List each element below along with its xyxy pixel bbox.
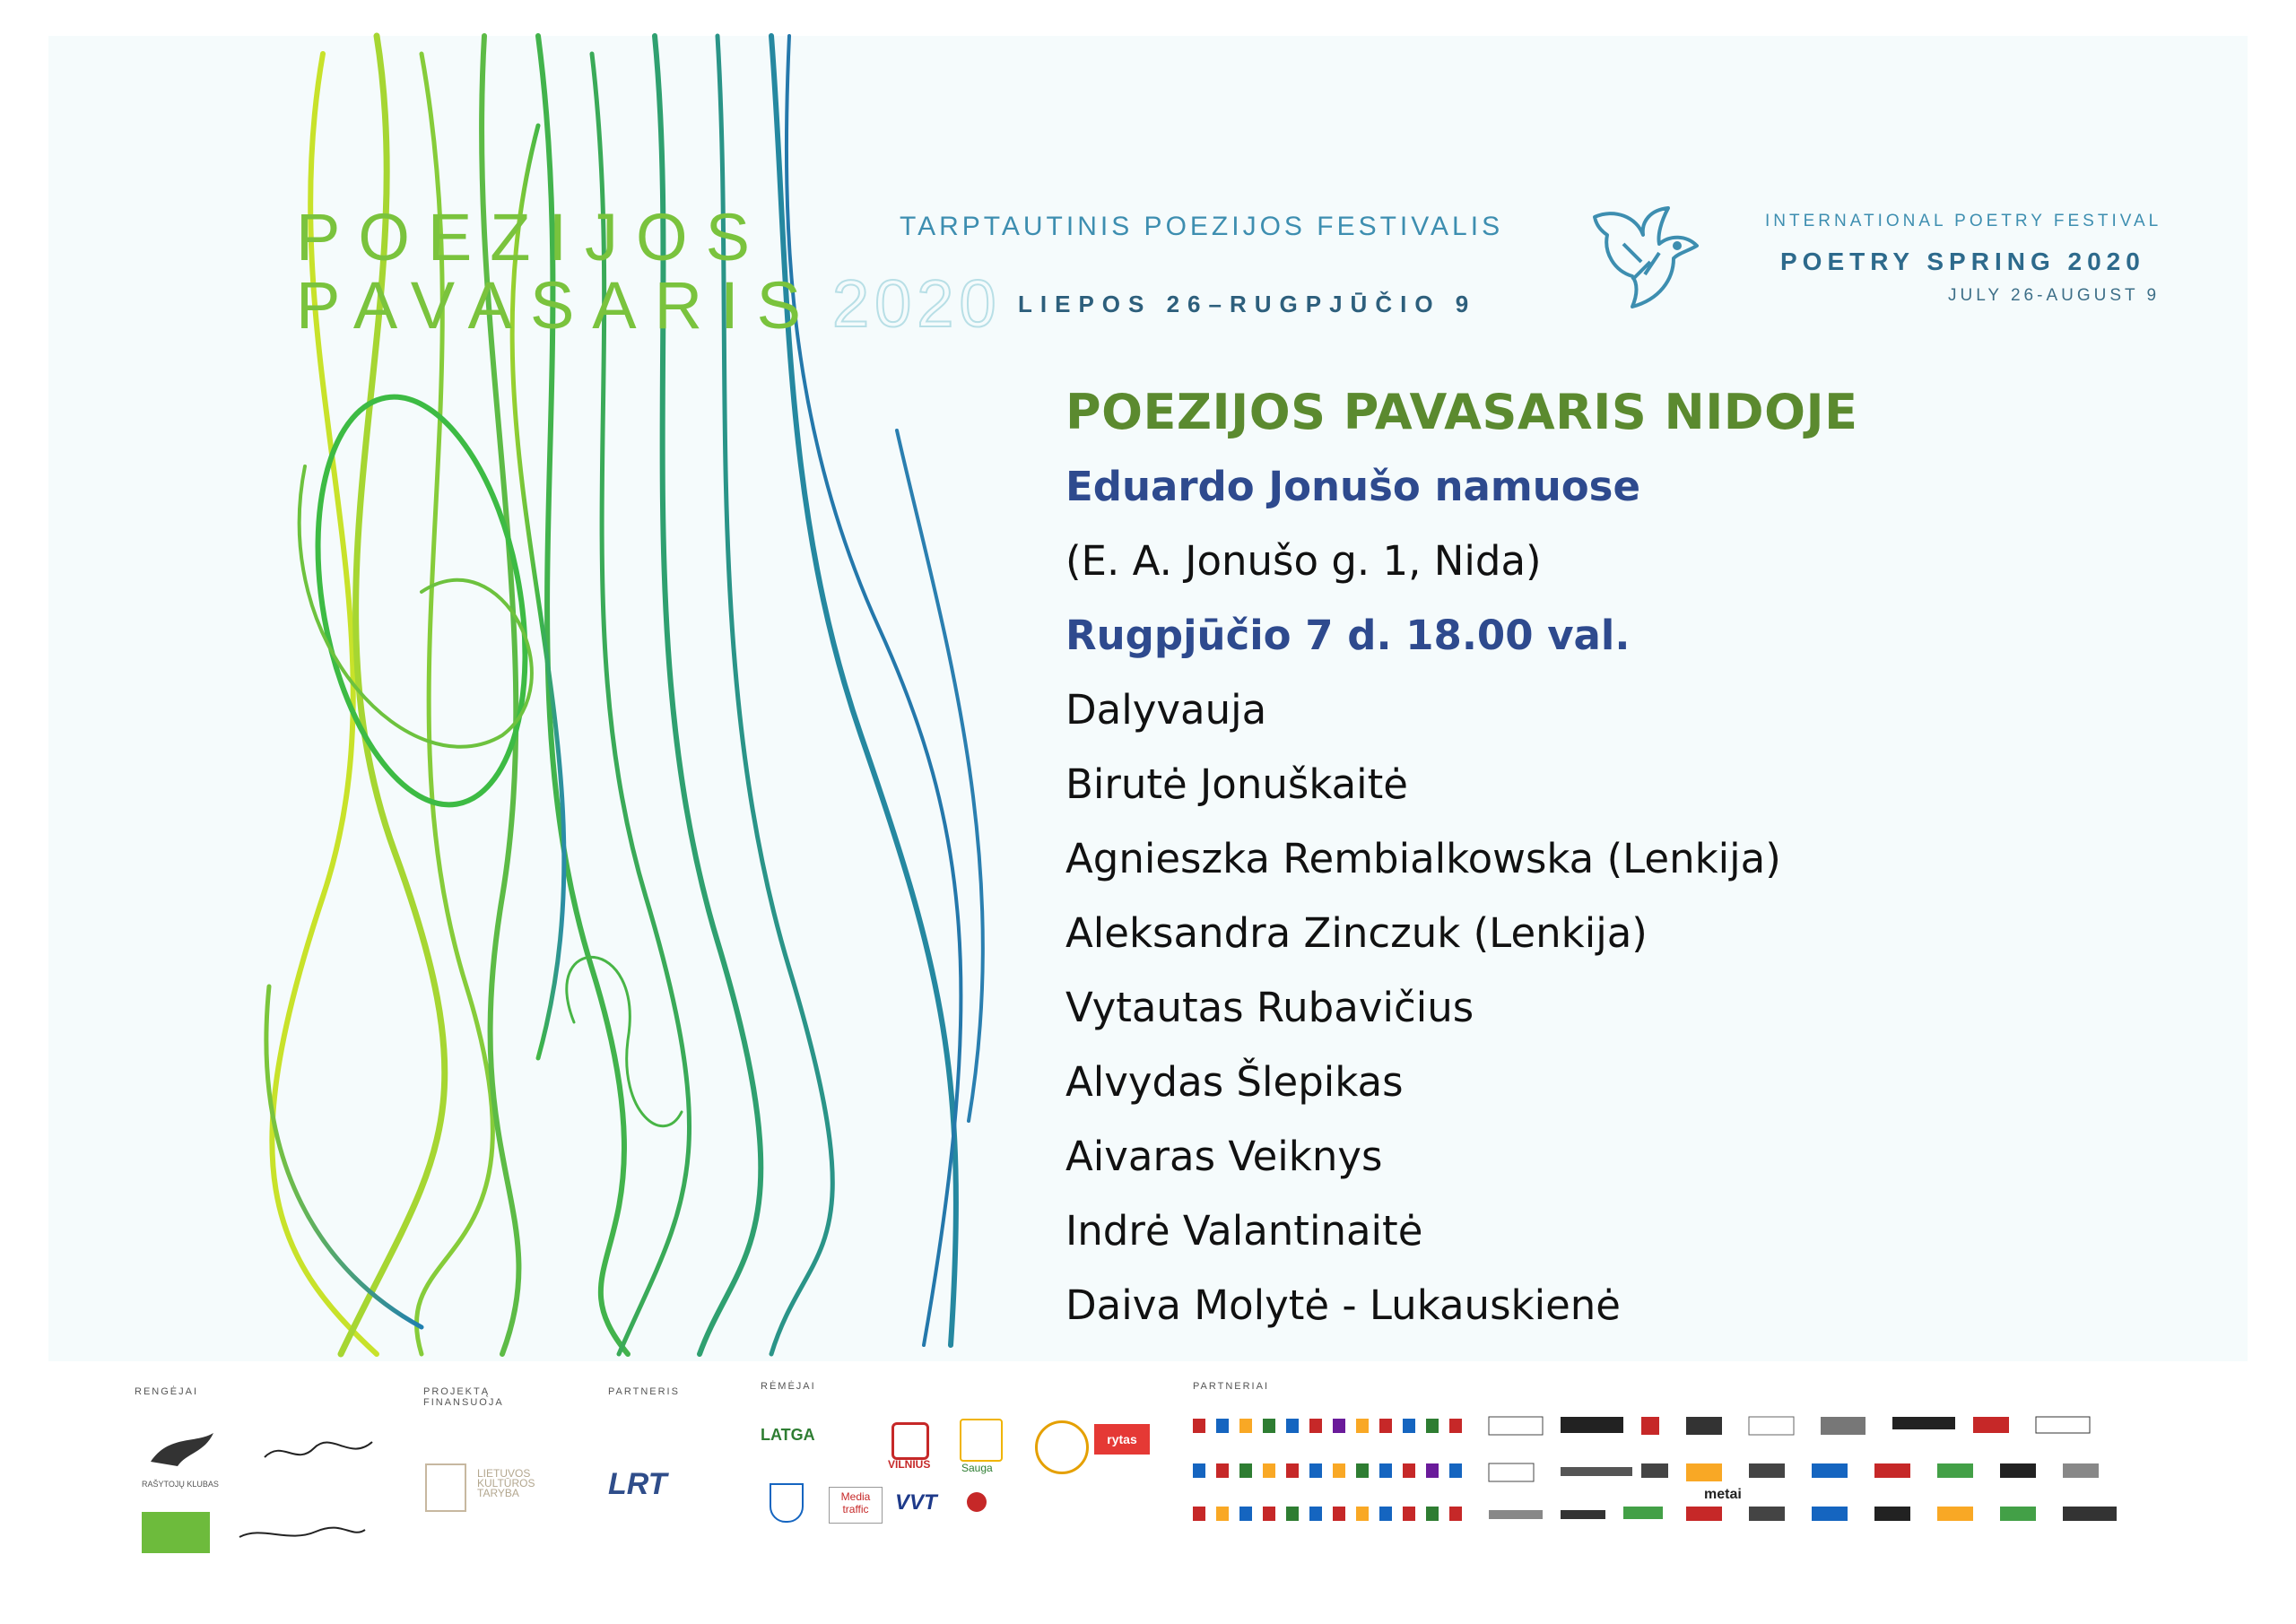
vvt-logo: VVT: [895, 1490, 937, 1515]
sponsors-label: RĖMĖJAI: [761, 1381, 816, 1392]
festival-title-line2: PAVASARIS: [296, 268, 820, 343]
metai-logo: metai: [1704, 1487, 1742, 1502]
participants-label: Dalyvauja: [1065, 686, 1267, 734]
sponsor-footer: [0, 1363, 2296, 1624]
festival-dates-lt: LIEPOS 26–RUGPJŪČIO 9: [1018, 291, 1477, 317]
coat-of-arms-icon: [770, 1483, 804, 1523]
red-dot-logo-icon: [967, 1492, 987, 1512]
participant-item: Indrė Valantinaitė: [1065, 1207, 1423, 1255]
signature-logo: [260, 1435, 377, 1471]
event-address: (E. A. Jonušo g. 1, Nida): [1065, 537, 1542, 585]
participant-item: Daiva Molytė - Lukauskienė: [1065, 1281, 1621, 1329]
partner-label: PARTNERIS: [608, 1386, 680, 1397]
lrt-logo: LRT: [608, 1467, 667, 1501]
event-program: [1065, 375, 1858, 1342]
partner-logo-grid: [1193, 1413, 2161, 1539]
festival-dates-en: JULY 26-AUGUST 9: [1948, 286, 2161, 305]
vilnius-logo-icon: [891, 1422, 929, 1460]
writers-club-logo: [142, 1426, 222, 1480]
participant-item: Alvydas Šlepikas: [1065, 1058, 1404, 1106]
ltk-logo-icon: [425, 1463, 466, 1512]
media-traffic-logo: Media traffic: [829, 1487, 883, 1524]
organizers-label: RENGĖJAI: [135, 1386, 199, 1397]
event-datetime: Rugpjūčio 7 d. 18.00 val.: [1065, 612, 1631, 659]
kauno-logo-text: Sauga: [961, 1462, 993, 1474]
participant-item: Vytautas Rubavičius: [1065, 984, 1474, 1031]
green-leaf-logo: [142, 1512, 210, 1553]
event-venue: Eduardo Jonušo namuose: [1065, 463, 1640, 510]
writers-club-logo-text: RAŠYTOJŲ KLUBAS: [142, 1480, 219, 1489]
participant-item: Aleksandra Zinczuk (Lenkija): [1065, 909, 1648, 957]
lietuvos-rytas-logo: rytas: [1094, 1424, 1150, 1455]
participant-item: Agnieszka Rembialkowska (Lenkija): [1065, 835, 1781, 882]
festival-subtitle-lt: TARPTAUTINIS POEZIJOS FESTIVALIS: [900, 212, 1504, 241]
vilnius-logo-text: VILNIUS: [888, 1458, 931, 1471]
bird-logo-icon: [1587, 199, 1704, 316]
latga-logo: LATGA: [761, 1426, 815, 1444]
participant-item: Aivaras Veiknys: [1065, 1133, 1383, 1180]
event-heading: POEZIJOS PAVASARIS NIDOJE: [1065, 384, 1858, 440]
financed-label: PROJEKTĄ FINANSUOJA: [423, 1386, 504, 1408]
kauno-logo-icon: [960, 1419, 1003, 1462]
municipality-seal-icon: [1035, 1420, 1089, 1474]
partners-label: PARTNERIAI: [1193, 1381, 1269, 1392]
ltk-logo-text: LIETUVOS KULTŪROS TARYBA: [477, 1467, 535, 1499]
festival-subtitle-en: INTERNATIONAL POETRY FESTIVAL: [1765, 212, 2162, 230]
participant-item: Birutė Jonuškaitė: [1065, 760, 1408, 808]
festival-year: 2020: [832, 266, 1002, 341]
festival-title-line1: POEZIJOS: [296, 200, 768, 274]
festival-name-en: POETRY SPRING 2020: [1780, 248, 2145, 275]
handwritten-logo: [235, 1521, 370, 1548]
